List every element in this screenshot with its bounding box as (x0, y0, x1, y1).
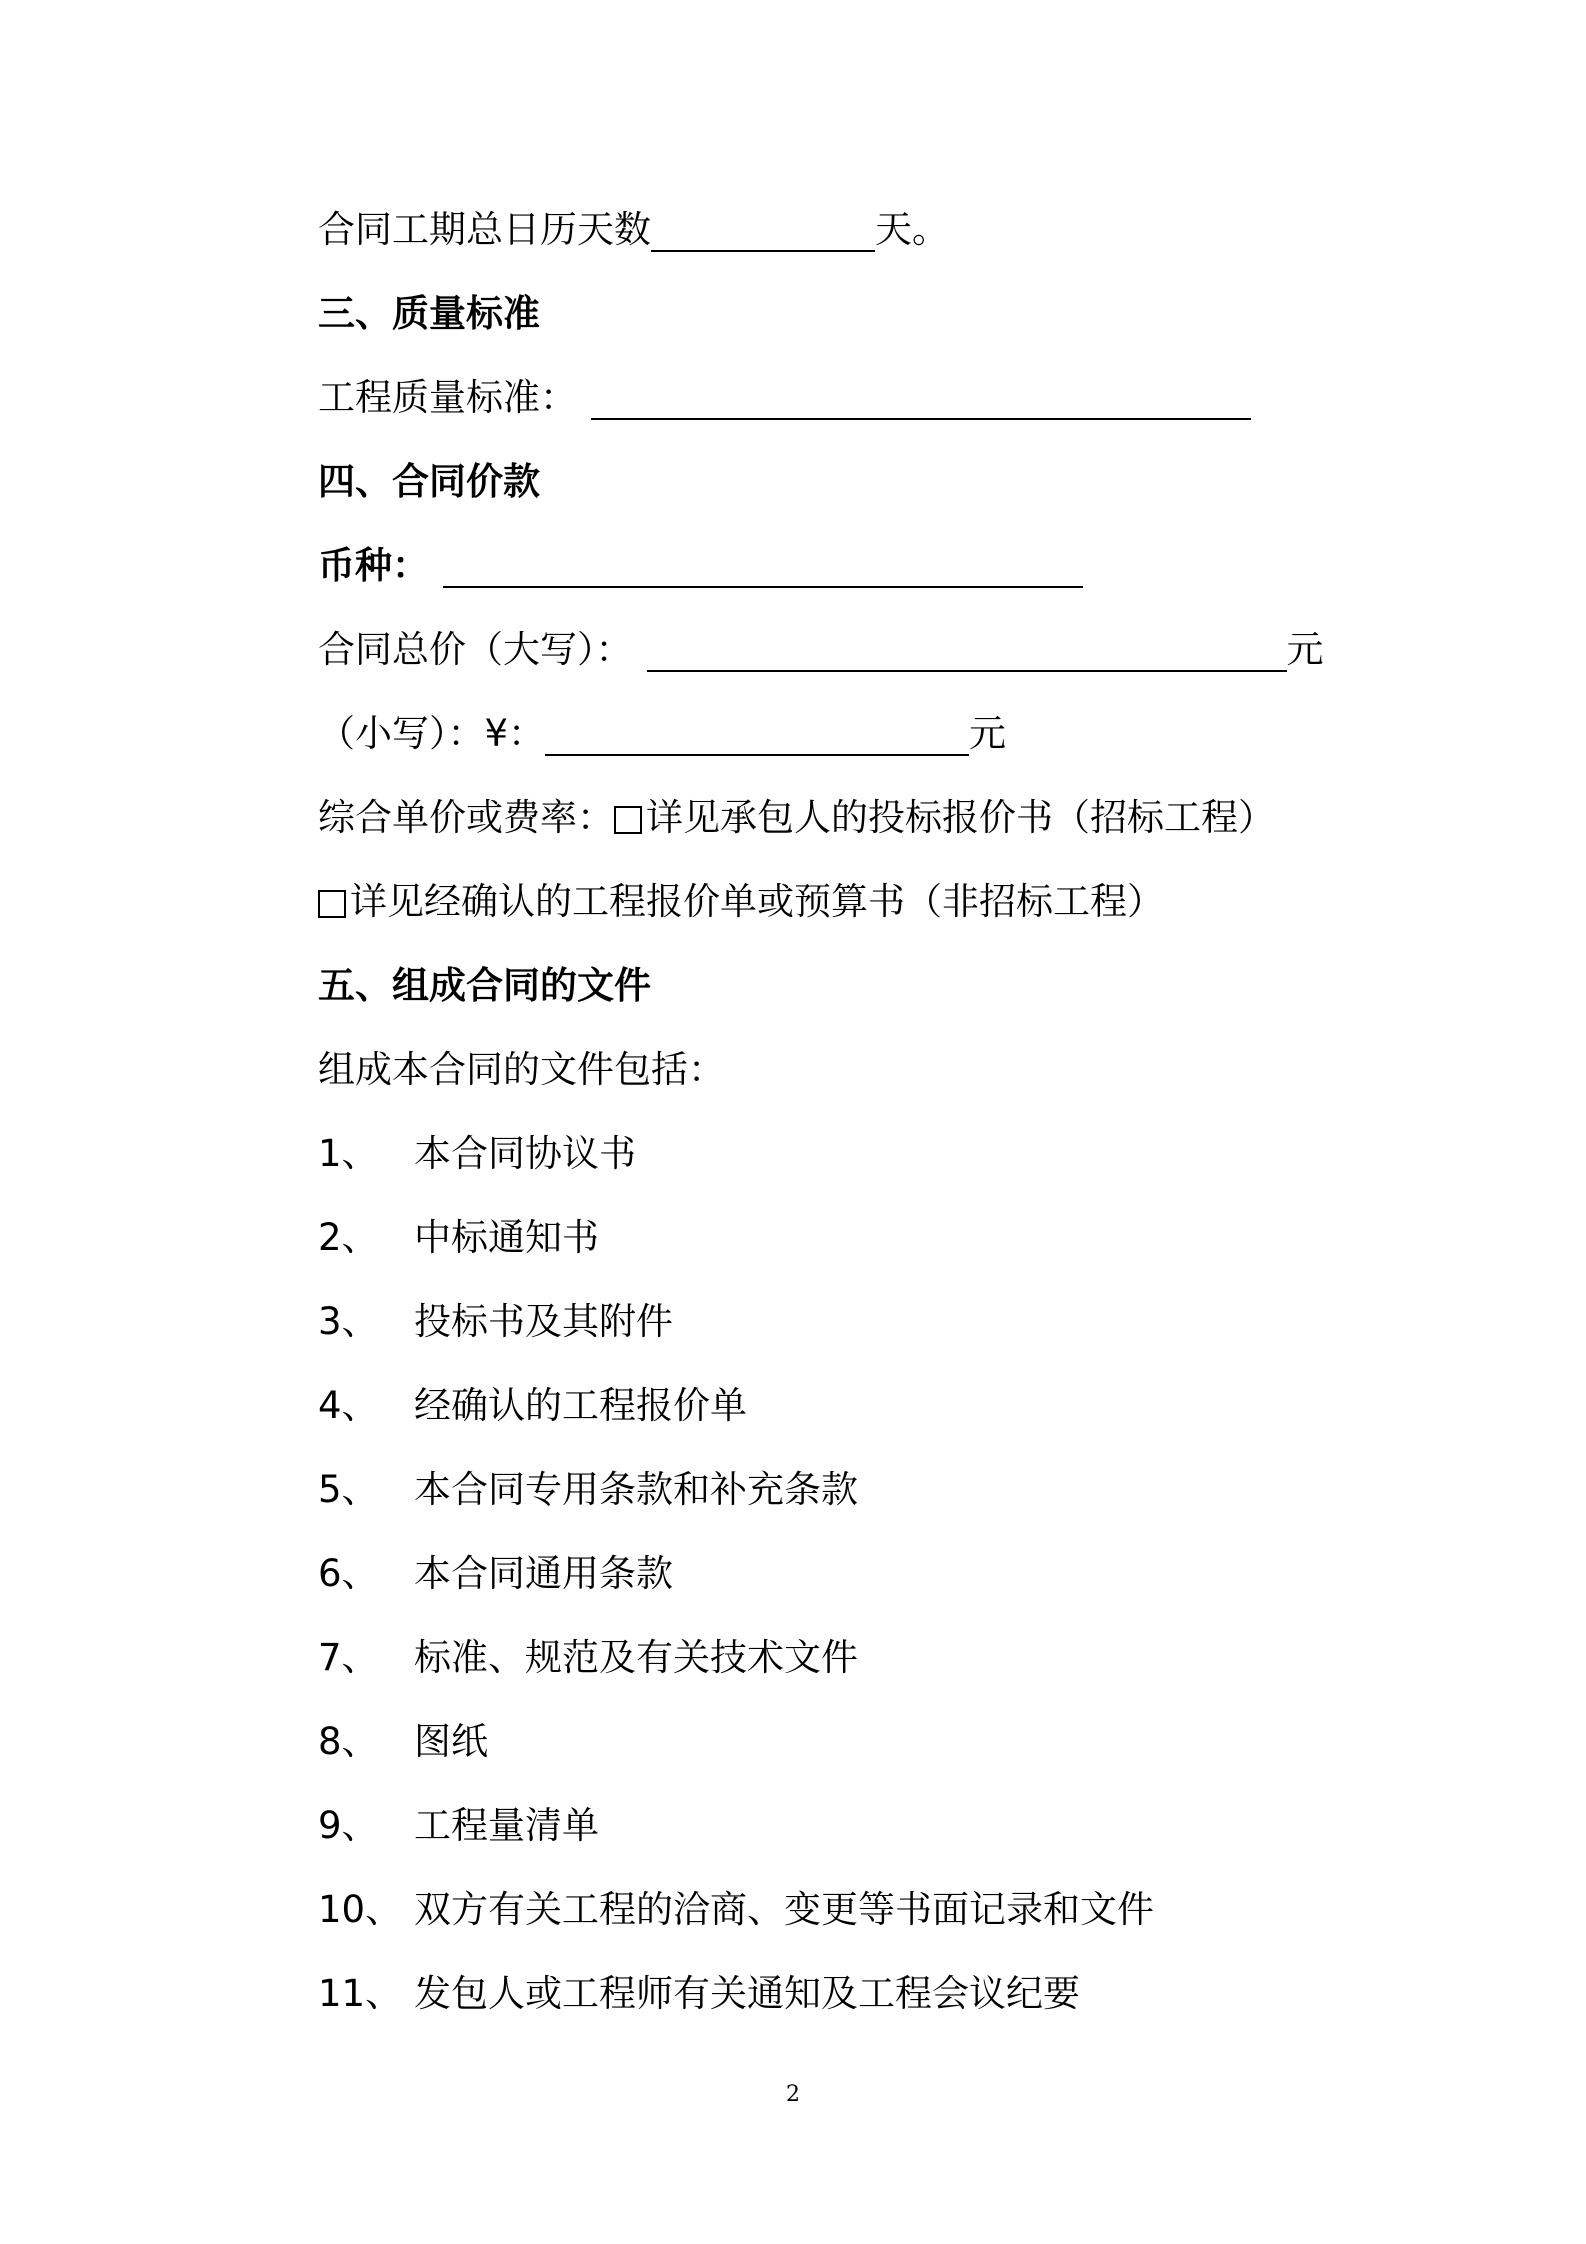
quality-label: 工程质量标准： (318, 376, 577, 419)
unit-price-option2: 详见经确认的工程报价单或预算书（非招标工程） (350, 880, 1164, 923)
total-small-blank[interactable] (545, 706, 969, 756)
list-item-number: 4、 (318, 1384, 379, 1427)
list-item (318, 1124, 636, 1184)
duration-label: 合同工期总日历天数 (318, 208, 651, 251)
list-item-text: 经确认的工程报价单 (414, 1384, 747, 1427)
list-item-text: 双方有关工程的洽商、变更等书面记录和文件 (414, 1888, 1154, 1931)
total-small-label: （小写）：¥： (318, 712, 546, 755)
list-item (318, 1880, 1154, 1940)
duration-blank[interactable] (651, 202, 875, 252)
list-item-text: 标准、规范及有关技术文件 (414, 1636, 858, 1679)
list-item (318, 1376, 747, 1436)
unit-price-option2-line (318, 872, 1164, 932)
unit-price-line (318, 788, 1275, 848)
unit-price-label: 综合单价或费率： (318, 796, 614, 839)
list-item (318, 1544, 673, 1604)
section3-heading-text: 三、质量标准 (318, 292, 540, 335)
duration-line (318, 200, 949, 260)
section5-heading-text: 五、组成合同的文件 (318, 964, 651, 1007)
section4-heading-text: 四、合同价款 (318, 460, 540, 503)
option2-checkbox[interactable] (318, 890, 346, 918)
list-item-number: 6、 (318, 1552, 379, 1595)
duration-unit: 天。 (875, 208, 949, 251)
list-item-number: 10、 (318, 1888, 403, 1931)
list-item (318, 1292, 673, 1352)
list-item-number: 9、 (318, 1804, 379, 1847)
section5-heading (318, 956, 651, 1016)
list-item-text: 本合同协议书 (414, 1132, 636, 1175)
list-item-text: 图纸 (414, 1720, 488, 1763)
list-item (318, 1964, 1080, 2024)
total-small-unit: 元 (969, 712, 1007, 755)
list-item (318, 1628, 858, 1688)
list-item-text: 本合同专用条款和补充条款 (414, 1468, 858, 1511)
list-item (318, 1712, 488, 1772)
quality-blank[interactable] (591, 370, 1251, 420)
list-item-text: 中标通知书 (414, 1216, 599, 1259)
page-number: 2 (786, 2082, 800, 2107)
list-item-text: 工程量清单 (414, 1804, 599, 1847)
list-item-number: 11、 (318, 1972, 403, 2015)
section4-heading (318, 452, 540, 512)
list-item-number: 7、 (318, 1636, 379, 1679)
list-item-number: 8、 (318, 1720, 379, 1763)
currency-label: 币种： (318, 544, 429, 587)
list-item (318, 1796, 599, 1856)
section5-intro-text: 组成本合同的文件包括： (318, 1048, 725, 1091)
total-price-line (318, 620, 1324, 680)
total-price-blank[interactable] (647, 622, 1287, 672)
total-small-line (318, 704, 1006, 764)
total-price-unit: 元 (1286, 628, 1324, 671)
list-item (318, 1208, 599, 1268)
list-item-text: 本合同通用条款 (414, 1552, 673, 1595)
list-item-number: 5、 (318, 1468, 379, 1511)
currency-line (318, 536, 1083, 596)
total-price-label: 合同总价（大写）： (318, 628, 633, 671)
unit-price-option1: 详见承包人的投标报价书（招标工程） (646, 796, 1275, 839)
quality-line (318, 368, 1251, 428)
section3-heading (318, 284, 540, 344)
section5-intro (318, 1040, 725, 1100)
list-item (318, 1460, 858, 1520)
option1-checkbox[interactable] (614, 806, 642, 834)
list-item-text: 发包人或工程师有关通知及工程会议纪要 (414, 1972, 1080, 2015)
currency-blank[interactable] (443, 538, 1083, 588)
list-item-number: 2、 (318, 1216, 379, 1259)
list-item-text: 投标书及其附件 (414, 1300, 673, 1343)
list-item-number: 3、 (318, 1300, 379, 1343)
list-item-number: 1、 (318, 1132, 379, 1175)
